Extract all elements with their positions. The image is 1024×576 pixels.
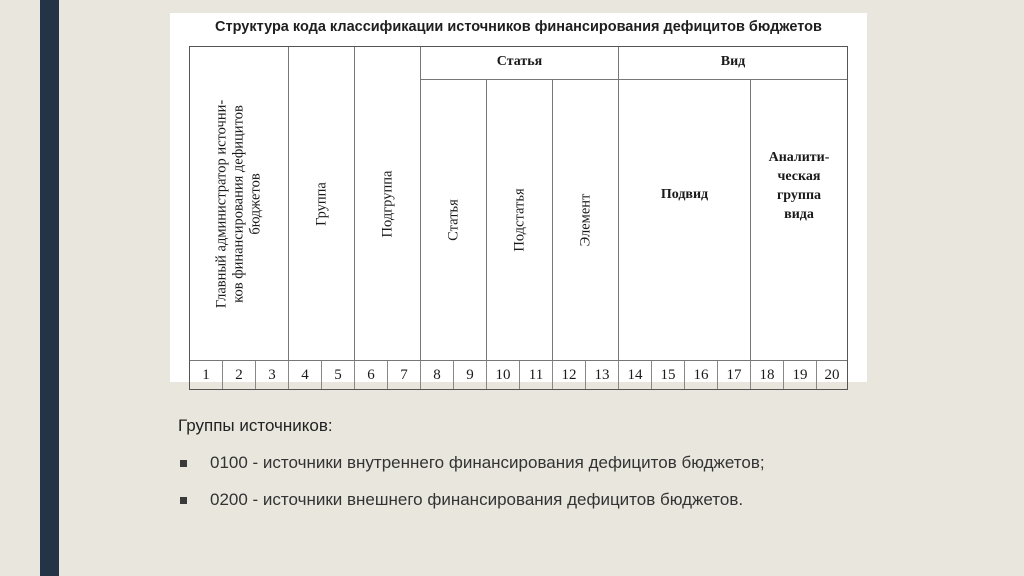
slide-accent-bar	[40, 0, 59, 576]
groups-heading-suffix: :	[327, 416, 333, 435]
position-number-cell: 11	[520, 361, 553, 389]
position-number-cell: 16	[685, 361, 718, 389]
header-subkind-label: Подвид	[660, 187, 709, 202]
header-analytic-line2: ческая	[777, 169, 821, 184]
groups-heading	[178, 416, 333, 436]
header-article	[421, 80, 487, 360]
header-admin-line2: ков финансирования дефицитов	[230, 104, 247, 303]
position-number-cell: 19	[784, 361, 817, 389]
header-admin	[190, 47, 289, 360]
header-analytic-line4: вида	[784, 207, 814, 222]
position-number-cell: 18	[751, 361, 784, 389]
header-admin-line1: Главный администратор источни-	[213, 99, 230, 308]
position-number-cell: 7	[388, 361, 421, 389]
position-number-cell: 6	[355, 361, 388, 389]
header-article-label: Статья	[445, 199, 461, 241]
position-number-cell: 15	[652, 361, 685, 389]
header-subarticle-label: Подстатья	[511, 188, 527, 252]
header-group	[289, 47, 355, 360]
classification-structure-table	[170, 13, 867, 382]
position-number-cell: 10	[487, 361, 520, 389]
list-item	[178, 452, 765, 489]
position-number-cell: 1	[190, 361, 223, 389]
header-analytic	[751, 80, 847, 360]
square-bullet-icon	[180, 460, 187, 467]
header-group-label: Группа	[313, 181, 329, 226]
header-subgroup	[355, 47, 421, 360]
header-element-label: Элемент	[577, 193, 593, 247]
header-analytic-line1: Аналити-	[768, 150, 830, 165]
position-number-cell: 8	[421, 361, 454, 389]
header-subgroup-label: Подгруппа	[379, 170, 395, 237]
position-number-cell: 3	[256, 361, 289, 389]
position-number-cell: 14	[619, 361, 652, 389]
header-article-group: Статья	[421, 47, 619, 80]
header-subarticle	[487, 80, 553, 360]
groups-list	[178, 452, 765, 526]
position-number-cell: 13	[586, 361, 619, 389]
header-kind-group: Вид	[619, 47, 847, 80]
position-number-cell: 5	[322, 361, 355, 389]
header-analytic-line3: группа	[776, 188, 822, 203]
groups-heading-text: Группы источников	[178, 416, 328, 435]
position-number-cell: 4	[289, 361, 322, 389]
position-number-cell: 20	[824, 367, 840, 383]
list-item	[178, 489, 765, 526]
square-bullet-icon	[180, 497, 187, 504]
table-title: Структура кода классификации источников финансирования дефицитов бюджетов	[215, 19, 822, 35]
position-number-cell: 12	[553, 361, 586, 389]
position-numbers-row	[190, 360, 847, 389]
header-element	[553, 80, 619, 360]
list-item-text: 0100 - источники внутреннего финансирования дефицитов бюджетов;	[210, 453, 765, 472]
position-number-cell: 2	[223, 361, 256, 389]
header-subkind	[619, 80, 751, 360]
header-admin-label	[214, 99, 265, 307]
header-admin-line3: бюджетов	[247, 172, 264, 235]
position-number-cell: 17	[718, 361, 751, 389]
table-grid	[189, 46, 848, 390]
list-item-text: 0200 - источники внешнего финансирования дефицитов бюджетов.	[210, 490, 744, 509]
position-number-cell: 9	[454, 361, 487, 389]
